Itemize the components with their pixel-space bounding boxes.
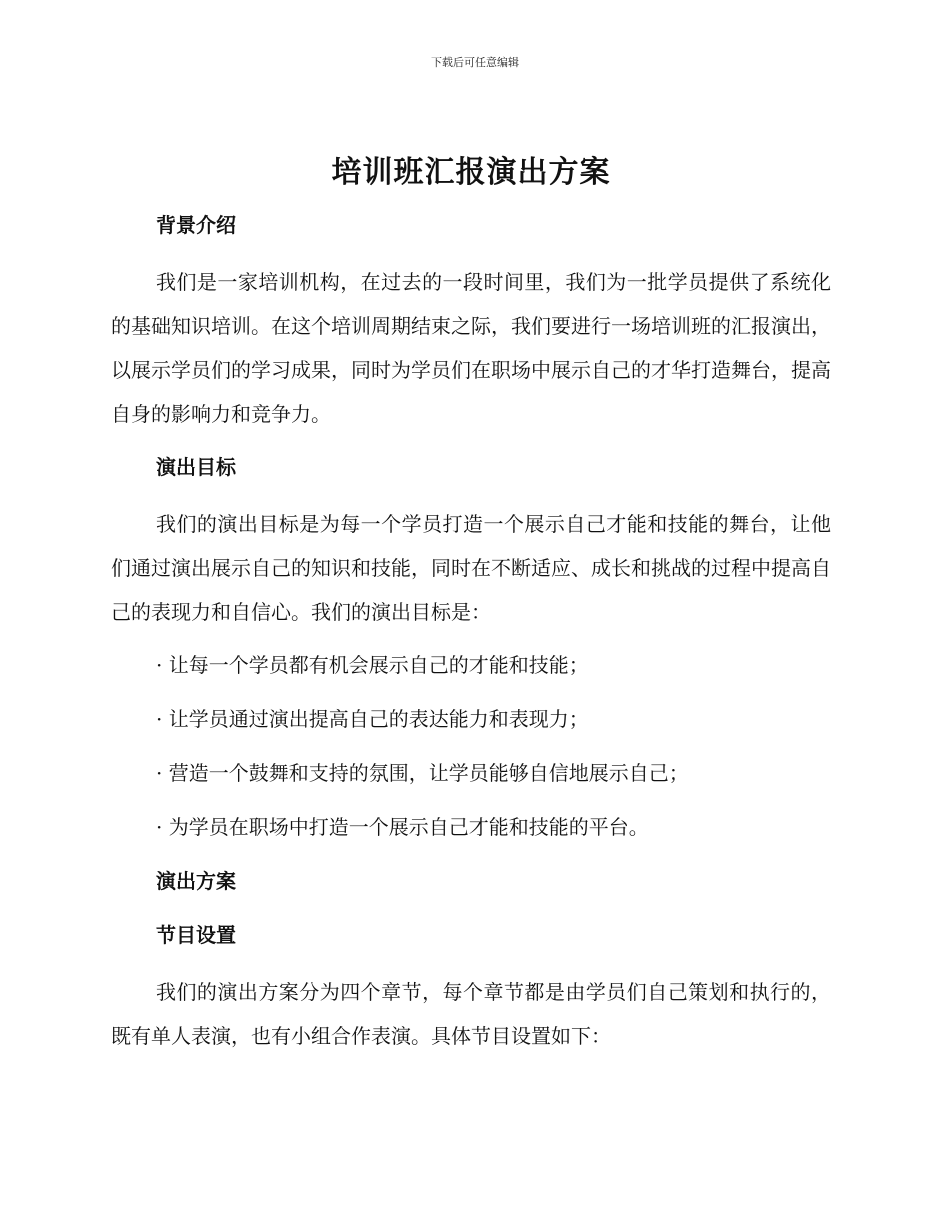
- bullet-goal-3: · 营造一个鼓舞和支持的氛围，让学员能够自信地展示自己；: [156, 761, 689, 785]
- heading-goals: 演出目标: [156, 455, 236, 479]
- bullet-goal-2: · 让学员通过演出提高自己的表达能力和表现力；: [156, 707, 589, 731]
- paragraph-background: 我们是一家培训机构，在过去的一段时间里，我们为一批学员提供了系统化的基础知识培训。在这个培训周期结束之际，我们要进行一场培训班的汇报演出，以展示学员们的学习成果，同时为学员们在职场中展示自己的才华打造舞台，提高自身的影响力和竞争力。: [111, 270, 831, 426]
- bullet-goal-4: · 为学员在职场中打造一个展示自己才能和技能的平台。: [156, 815, 649, 839]
- subheading-program-setup: 节目设置: [156, 923, 236, 947]
- heading-background: 背景介绍: [156, 213, 236, 237]
- bullet-goal-1: · 让每一个学员都有机会展示自己的才能和技能；: [156, 653, 589, 677]
- heading-plan: 演出方案: [156, 869, 236, 893]
- header-note: 下载后可任意编辑: [431, 56, 519, 69]
- paragraph-goals: 我们的演出目标是为每一个学员打造一个展示自己才能和技能的舞台，让他们通过演出展示自己的知识和技能，同时在不断适应、成长和挑战的过程中提高自己的表现力和自信心。我们的演出目标是：: [111, 512, 831, 624]
- paragraph-plan: 我们的演出方案分为四个章节，每个章节都是由学员们自己策划和执行的，既有单人表演，也有小组合作表演。具体节目设置如下：: [111, 980, 831, 1048]
- document-body: [111, 148, 831, 1062]
- document-title: 培训班汇报演出方案: [331, 155, 611, 190]
